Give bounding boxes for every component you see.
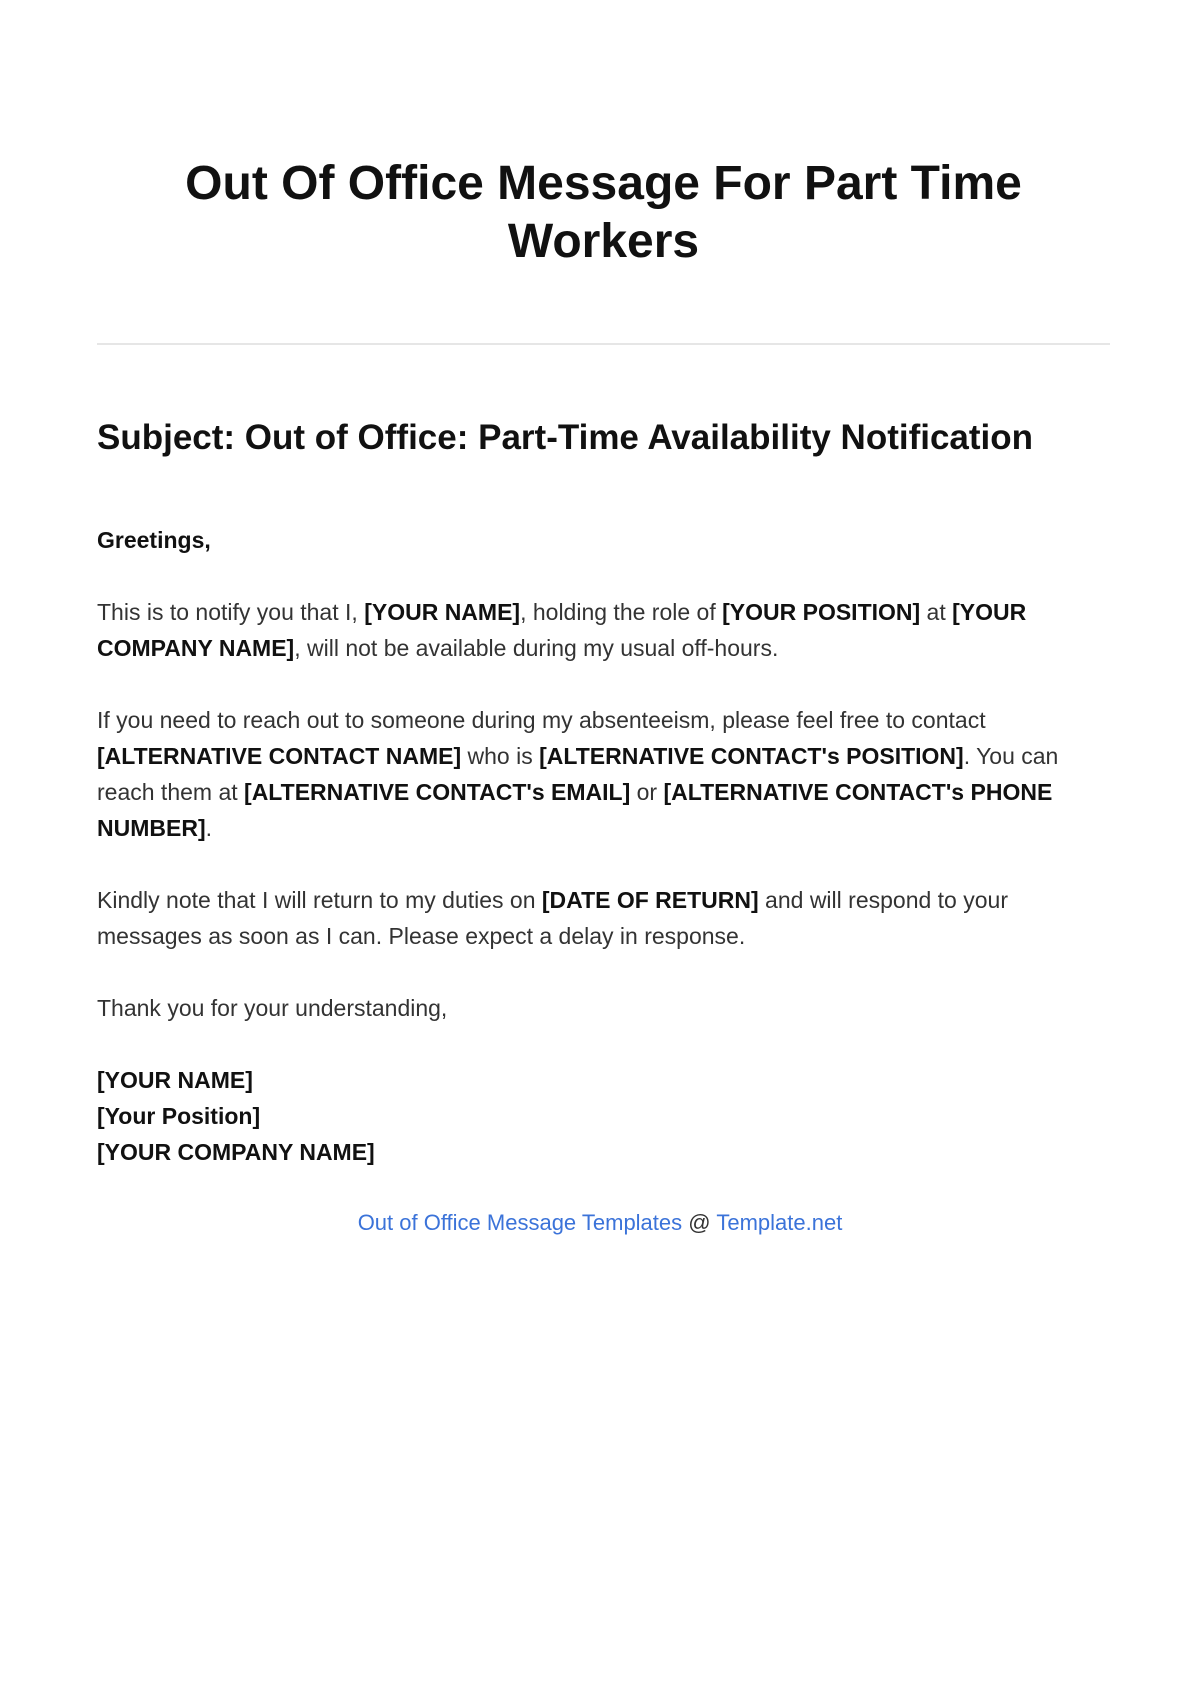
at-sign: @ bbox=[688, 1210, 711, 1235]
text-run: If you need to reach out to someone during my absenteeism, please feel free to contact bbox=[97, 707, 986, 733]
text-run: . You can reach them at bbox=[97, 743, 1059, 805]
footer bbox=[0, 1210, 1200, 1236]
text-run: or bbox=[630, 779, 664, 805]
template-net-link[interactable]: Template.net bbox=[716, 1210, 843, 1235]
placeholder-field: [YOUR POSITION] bbox=[722, 599, 921, 625]
placeholder-field: [ALTERNATIVE CONTACT NAME] bbox=[97, 743, 462, 769]
text-run: , holding the role of bbox=[520, 599, 723, 625]
divider bbox=[97, 343, 1110, 345]
templates-link[interactable]: Out of Office Message Templates bbox=[357, 1210, 683, 1235]
paragraph bbox=[97, 594, 1110, 666]
message-body bbox=[97, 522, 1110, 1206]
document-title: Out Of Office Message For Part Time Workers bbox=[185, 157, 1022, 268]
placeholder-field: [ALTERNATIVE CONTACT's PHONE NUMBER] bbox=[97, 779, 1053, 841]
greeting: Greetings, bbox=[97, 527, 211, 553]
text-run: This is to notify you that I, bbox=[97, 599, 365, 625]
paragraph bbox=[97, 882, 1110, 954]
placeholder-field: [ALTERNATIVE CONTACT's EMAIL] bbox=[244, 779, 631, 805]
placeholder-field: [YOUR COMPANY NAME] bbox=[97, 599, 1027, 661]
signature-company: [YOUR COMPANY NAME] bbox=[97, 1139, 375, 1165]
text-run: at bbox=[920, 599, 953, 625]
signature-position: [Your Position] bbox=[97, 1103, 261, 1129]
signature-name: [YOUR NAME] bbox=[97, 1067, 253, 1093]
placeholder-field: [DATE OF RETURN] bbox=[541, 887, 759, 913]
email-subject: Subject: Out of Office: Part-Time Availability Notification bbox=[97, 418, 1034, 457]
closing: Thank you for your understanding, bbox=[97, 995, 448, 1021]
signature bbox=[97, 1062, 1110, 1170]
text-run: . bbox=[205, 815, 212, 841]
text-run: Kindly note that I will return to my duties on bbox=[97, 887, 542, 913]
text-run: who is bbox=[461, 743, 540, 769]
placeholder-field: [ALTERNATIVE CONTACT's POSITION] bbox=[539, 743, 964, 769]
placeholder-field: [YOUR NAME] bbox=[364, 599, 521, 625]
text-run: , will not be available during my usual off-hours. bbox=[294, 635, 779, 661]
paragraph bbox=[97, 702, 1110, 846]
text-run: and will respond to your messages as soon as I can. Please expect a delay in response. bbox=[97, 887, 1008, 949]
